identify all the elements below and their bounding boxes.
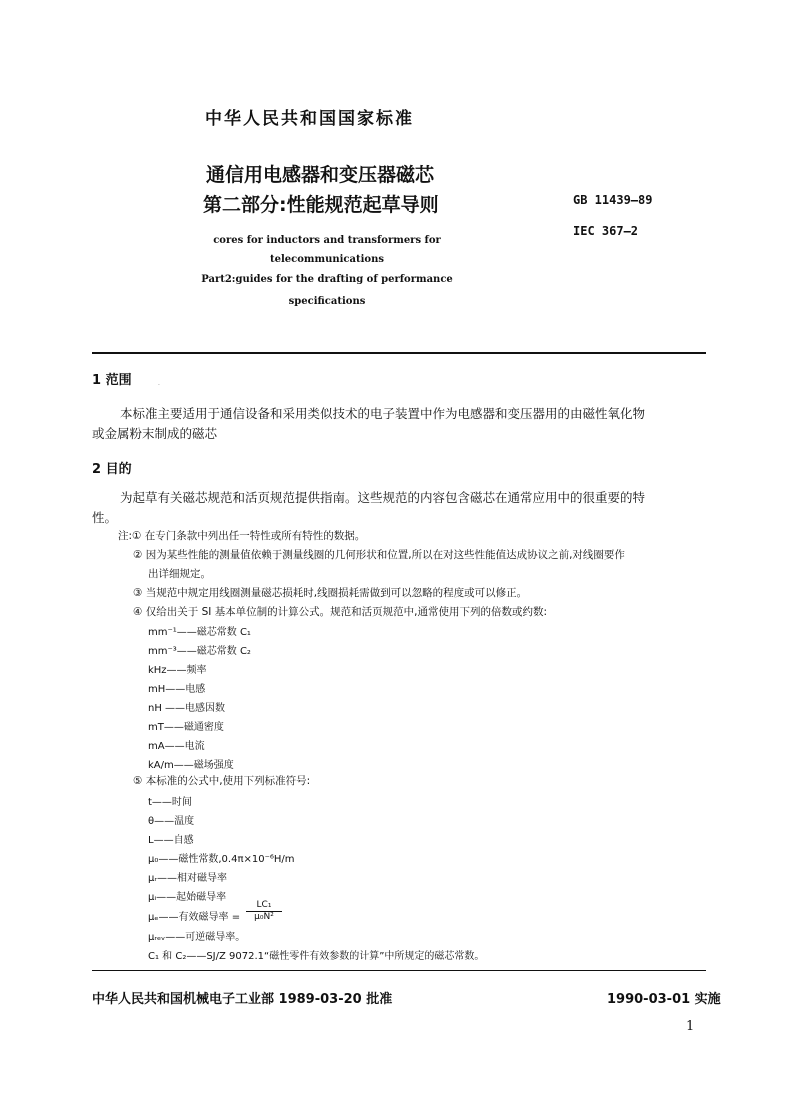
- symbol-item: μᵣ——相对磁导率: [148, 873, 227, 884]
- mu-e-denominator: μ₀N²: [254, 912, 274, 922]
- standard-name: 中华人民共和国国家标准: [205, 109, 414, 129]
- unit-item: mm⁻³——磁芯常数 C₂: [148, 646, 251, 657]
- iec-code: IEC 367—2: [573, 224, 639, 238]
- mu-rev: μᵣₑᵥ——可逆磁导率。: [148, 932, 246, 943]
- note-4: ④ 仅给出关于 SI 基本单位制的计算公式。规范和活页规范中,通常使用下列的倍数或约数:: [133, 606, 548, 618]
- english-title-line-1: cores for inductors and transformers for: [213, 235, 441, 246]
- title-line-1: 通信用电感器和变压器磁芯: [206, 164, 435, 186]
- unit-item: nH ——电感因数: [148, 703, 226, 714]
- mu-e-fraction: [246, 900, 282, 923]
- mu-e-numerator: LC₁: [246, 900, 282, 912]
- speck: ·: [158, 382, 160, 389]
- approval-text: 中华人民共和国机械电子工业部 1989-03-20 批准: [92, 992, 393, 1007]
- unit-item: mH——电感: [148, 684, 206, 695]
- effective-date: 1990-03-01 实施: [607, 992, 721, 1007]
- c-definitions: C₁ 和 C₂——SJ/Z 9072.1“磁性零件有效参数的计算”中所规定的磁芯常数。: [148, 951, 485, 962]
- symbol-item: θ——温度: [148, 816, 195, 827]
- english-title-line-2: telecommunications: [270, 254, 384, 265]
- unit-item: mT——磁通密度: [148, 722, 224, 733]
- section-2-para-line-1: 为起草有关磁芯规范和活页规范提供指南。这些规范的内容包含磁芯在通常应用中的很重要的特: [120, 490, 646, 505]
- unit-item: kHz——频率: [148, 665, 207, 676]
- mu-e-label: μₑ——有效磁导率 =: [148, 912, 241, 923]
- note-1: 注:① 在专门条款中列出任一特性或所有特性的数据。: [118, 530, 366, 542]
- note-2-line-2: 出详细规定。: [148, 568, 211, 580]
- english-title-line-4: specifications: [288, 296, 366, 307]
- symbol-item: L——自感: [148, 835, 194, 846]
- section-2-heading: 2 目的: [92, 462, 132, 477]
- symbol-item: μᵢ——起始磁导率: [148, 892, 227, 903]
- section-2-para-line-2: 性。: [92, 510, 118, 525]
- english-title-line-3: Part2:guides for the drafting of performance: [201, 274, 453, 285]
- section-1-heading: 1 范围: [92, 373, 132, 388]
- unit-item: kA/m——磁场强度: [148, 760, 234, 771]
- title-line-2: 第二部分:性能规范起草导则: [203, 194, 439, 216]
- note-3: ③ 当规范中规定用线圈测量磁芯损耗时,线圈损耗需做到可以忽略的程度或可以修正。: [133, 587, 528, 599]
- section-1-para-line-1: 本标准主要适用于通信设备和采用类似技术的电子装置中作为电感器和变压器用的由磁性氧化物: [120, 406, 646, 421]
- header-divider: [92, 352, 706, 354]
- section-1-para-line-2: 或金属粉末制成的磁芯: [92, 426, 218, 441]
- page-number: 1: [686, 1019, 695, 1034]
- note-2-line-1: ② 因为某些性能的测量值依赖于测量线圈的几何形状和位置,所以在对这些性能值达成协议之前,对线圈要作: [133, 549, 625, 561]
- symbol-item: t——时间: [148, 797, 192, 808]
- symbol-item: μ₀——磁性常数,0.4π×10⁻⁶H/m: [148, 854, 295, 865]
- gb-code: GB 11439—89: [573, 193, 653, 207]
- footer-divider: [92, 970, 706, 971]
- unit-item: mm⁻¹——磁芯常数 C₁: [148, 627, 251, 638]
- note-5: ⑤ 本标准的公式中,使用下列标准符号:: [133, 775, 311, 787]
- unit-item: mA——电流: [148, 741, 205, 752]
